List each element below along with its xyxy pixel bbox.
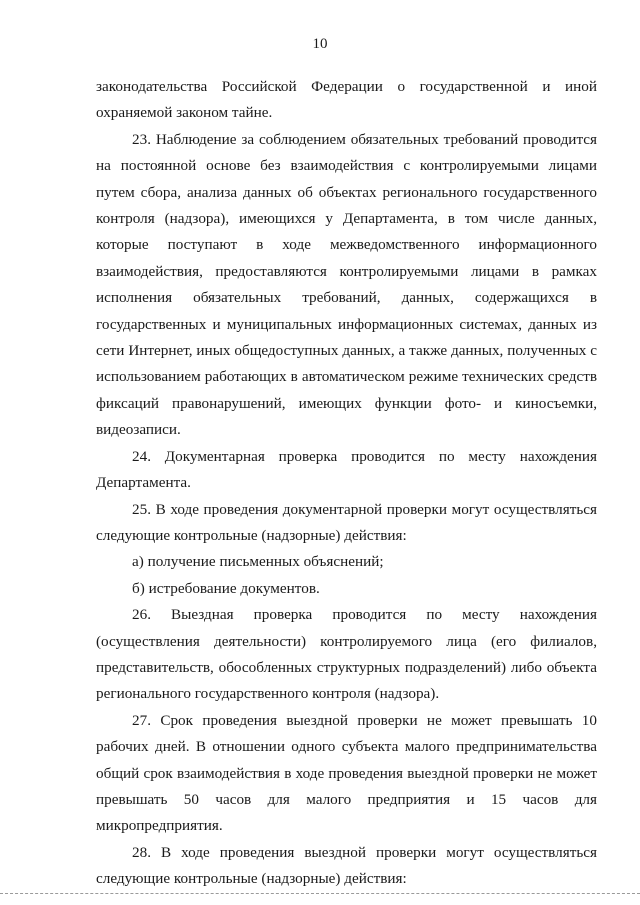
paragraph-27: 27. Срок проведения выездной проверки не может превышать 10 рабочих дней. В отношении одного субъекта малого предпринимательства общий срок взаимодействия в ходе проведения выездной проверки не может превышать 50 часов для малого предприятия и 15 часов для микропредприятия. <box>96 711 597 835</box>
paragraph-24: 24. Документарная проверка проводится по месту нахождения Департамента. <box>96 447 597 492</box>
document-body <box>96 74 597 893</box>
paragraph-28: 28. В ходе проведения выездной проверки могут осуществляться следующие контрольные (надзорные) действия: <box>96 843 597 888</box>
paragraph-23: 23. Наблюдение за соблюдением обязательных требований проводится на постоянной основе без взаимодействия с контролируемыми лицами путем сбора, анализа данных об объектах регионального государственного контроля (надзора), имеющихся у Департамента, в том числе данных, которые поступают в ходе межведомственного информационного взаимодействия, предоставляются контролируемыми лицами в рамках исполнения обязательных требований, данных, содержащихся в государственных и муниципальных информационных системах, данных из сети Интернет, иных общедоступных данных, а также данных, полученных с использованием работающих в автоматическом режиме технических средств фиксаций правонарушений, имеющих функции фото- и киносъемки, видеозаписи. <box>96 130 597 439</box>
list-item-a: а) получение письменных объяснений; <box>132 553 384 571</box>
paragraph-continuation: законодательства Российской Федерации о государственной и иной охраняемой законом тайне. <box>96 78 597 122</box>
paragraph-25: 25. В ходе проведения документарной проверки могут осуществляться следующие контрольные (надзорные) действия: <box>96 500 597 544</box>
page-number: 10 <box>312 36 328 52</box>
paragraph-26: 26. Выездная проверка проводится по месту нахождения (осуществления деятельности) контролируемого лица (его филиалов, представительств, обособленных структурных подразделений) либо объекта регионального государственного контроля (надзора). <box>96 606 597 703</box>
list-item-b: б) истребование документов. <box>132 579 320 597</box>
page-bottom-divider <box>0 893 640 894</box>
